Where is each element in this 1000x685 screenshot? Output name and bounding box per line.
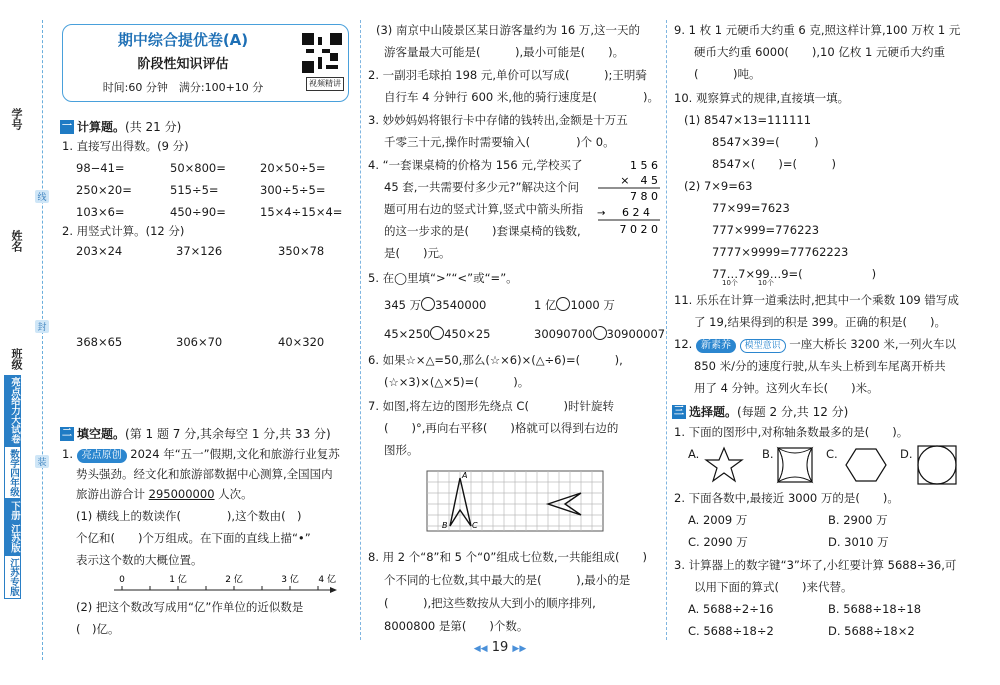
section-title: 计算题。 [77, 120, 126, 134]
binding-mark: 线 [35, 190, 49, 203]
class-label: 班级 [10, 348, 23, 370]
model-tag: 模型意识 [740, 339, 786, 353]
question-text: (3) 南京中山陵景区某日游客量约为 16 万,这一天的 [376, 23, 641, 37]
compare-left: 1 亿 [534, 298, 557, 312]
vertical-calc-item: 306×70 [176, 335, 223, 349]
question-text: 3. 妙妙妈妈将银行卡中存储的钱转出,金额是十万五 [368, 113, 628, 127]
vertical-row: × 4 5 [620, 174, 658, 187]
column-divider [666, 20, 667, 640]
question-text: 8000800 是第( )个数。 [384, 619, 529, 633]
question-text: ( )亿。 [76, 622, 120, 636]
question-text: 的这一步求的是( )套课桌椅的钱数, [384, 224, 581, 238]
question-text: 个亿和( )个万组成。在下面的直线上描“•” [76, 531, 311, 545]
binding-mark: 封 [35, 320, 49, 333]
question-text: 2. 用竖式计算。(12 分) [62, 224, 185, 238]
original-tag: 亮点原创 [77, 449, 127, 463]
option-label[interactable]: B. 2900 万 [828, 513, 888, 527]
option-label[interactable]: D. 5688÷18×2 [828, 624, 915, 638]
axis-label: 2 亿 [225, 575, 243, 585]
calc-item: 515÷5= [170, 183, 219, 197]
compare-right: 30900007 [606, 327, 666, 341]
binding-mark: 装 [35, 455, 49, 468]
question-text: 游客量最大可能是( ),最小可能是( )。 [384, 45, 625, 59]
vertical-calc-item: 37×126 [176, 244, 223, 258]
compare-circle[interactable] [593, 326, 607, 340]
question-line [674, 336, 956, 354]
question-text: (2) 把这个数改写成用“亿”作单位的近似数是 [76, 600, 304, 614]
star-shape-icon[interactable] [704, 446, 744, 484]
compare-circle[interactable] [430, 326, 444, 340]
qr-caption: 视频精讲 [306, 77, 344, 91]
prev-arrow-icon: ◀◀ [473, 644, 488, 654]
column-left [52, 0, 357, 660]
binding-margin [0, 0, 52, 685]
section-note: (每题 2 分,共 12 分) [737, 405, 849, 419]
compare-right: 1000 万 [570, 298, 615, 312]
brace-count: 10个 [757, 279, 774, 287]
section-number: 一 [62, 121, 72, 133]
question-text: 以用下面的算式( )来代替。 [694, 580, 853, 594]
question-line [62, 446, 340, 464]
question-text: 用了 4 分钟。这列火车长( )米。 [694, 381, 879, 395]
question-text: 8. 用 2 个“8”和 5 个“0”组成七位数,一共能组成( ) [368, 550, 647, 564]
pattern-line: 8547×39=( ) [712, 135, 819, 149]
question-text: 了 19,结果得到的积是 399。正确的积是( )。 [694, 315, 947, 329]
question-text: 10. 观察算式的规律,直接填一填。 [674, 91, 850, 105]
question-text: 45 套,一共需要付多少元?”解决这个问 [384, 180, 580, 194]
calc-item: 250×20= [76, 183, 132, 197]
calc-item: 50×800= [170, 161, 226, 175]
question-text: 1. 下面的图形中,对称轴条数最多的是( )。 [674, 425, 909, 439]
question-text: 3. 计算器上的数字键“3”坏了,小红要计算 5688÷36,可 [674, 558, 957, 572]
question-text: ( ),把这些数按从大到小的顺序排列, [384, 596, 596, 610]
exam-header [62, 24, 349, 102]
question-text: (☆×3)×(△×5)=( )。 [384, 375, 530, 389]
calc-item: 15×4÷15×4= [260, 205, 343, 219]
question-text: 2024 年“五一”假期,文化和旅游行业复苏 [130, 447, 340, 461]
compare-item [534, 326, 665, 344]
question-text: 图形。 [384, 443, 419, 457]
hexagon-icon[interactable] [844, 446, 888, 484]
option-label[interactable]: D. [900, 447, 913, 461]
compare-left: 45×250 [384, 327, 431, 341]
column-right [668, 0, 973, 660]
calc-item: 103×6= [76, 205, 125, 219]
option-label[interactable]: B. 5688÷18÷18 [828, 602, 922, 616]
exam-subtitle: 阶段性知识评估 [137, 57, 229, 72]
compare-left: 30090700 [534, 327, 593, 341]
option-label[interactable]: B. [762, 447, 774, 461]
series-edition: 江苏版 [4, 522, 21, 555]
point-label: B [442, 521, 448, 530]
compare-item [384, 297, 486, 315]
compare-circle[interactable] [556, 297, 570, 311]
vertical-row: 1 5 6 [630, 159, 658, 172]
pattern-line: 777×999=776223 [712, 223, 820, 237]
series-special: 江苏专版 [4, 555, 21, 599]
vertical-calc-item: 40×320 [278, 335, 325, 349]
pattern-line: (1) 8547×13=111111 [684, 113, 812, 127]
calc-item: 20×50÷5= [260, 161, 326, 175]
arrow-icon: → [597, 208, 606, 219]
page-number: 19 [491, 640, 509, 655]
calc-item: 450÷90= [170, 205, 226, 219]
compare-right: 450×25 [444, 327, 491, 341]
section-fill-header [60, 425, 331, 444]
pattern-line: 7777×9999=77762223 [712, 245, 849, 259]
question-text: 自行车 4 分钟行 600 米,他的骑行速度是( )。 [384, 90, 660, 104]
section-note: (第 1 题 7 分,其余每空 1 分,共 33 分) [125, 427, 331, 441]
question-text: 11. 乐乐在计算一道乘法时,把其中一个乘数 109 错写成 [674, 293, 959, 307]
flower-square-icon[interactable] [776, 446, 814, 484]
next-arrow-icon: ▶▶ [512, 644, 527, 654]
question-text: ( )°,再向右平移( )格就可以得到右边的 [384, 421, 619, 435]
question-text: 6. 如果☆×△=50,那么(☆×6)×(△÷6)=( ), [368, 353, 623, 367]
question-text: 4. “一套课桌椅的价格为 156 元,学校买了 [368, 158, 583, 172]
compare-circle[interactable] [421, 297, 435, 311]
question-text: 9. 1 枚 1 元硬币大约重 6 克,照这样计算,100 万枚 1 元 [674, 23, 961, 37]
section-title: 选择题。 [689, 405, 738, 419]
question-text: 人次。 [218, 487, 253, 501]
question-text: 硬币大约重 6000( ),10 亿枚 1 元硬币大约重 [694, 45, 945, 59]
compare-item [534, 297, 615, 315]
question-text: (1) 横线上的数读作( ),这个数由( ) [76, 509, 302, 523]
point-label: C [472, 521, 478, 530]
compare-right: 3540000 [435, 298, 487, 312]
question-text: 个不同的七位数,其中最大的是( ),最小的是 [384, 573, 631, 587]
vertical-calc-item: 368×65 [76, 335, 123, 349]
question-number: 1. [62, 447, 73, 461]
pattern-line: 77…7×99…9=( ) [712, 267, 877, 281]
pattern-line: 8547×( )=( ) [712, 157, 836, 171]
option-label[interactable]: A. 2009 万 [688, 513, 748, 527]
section-number: 三 [674, 406, 684, 418]
binding-line [42, 20, 43, 660]
vertical-row: 7 0 2 0 [619, 223, 658, 236]
question-text: 1. 直接写出得数。(9 分) [62, 139, 189, 153]
exam-title: 期中综合提优卷(A) [117, 31, 249, 49]
axis-label: 3 亿 [281, 575, 299, 585]
series-grade: 数学四年级 [4, 446, 21, 500]
column-middle [362, 0, 665, 660]
question-text: 是( )元。 [384, 246, 451, 260]
number-line[interactable] [92, 572, 342, 600]
column-divider [360, 20, 361, 640]
question-text: 旅游出游合计 [76, 487, 145, 501]
option-label[interactable]: C. 5688÷18÷2 [688, 624, 774, 638]
question-text: 题可用右边的竖式计算,竖式中箭头所指 [384, 202, 584, 216]
question-text: 一座大桥长 3200 米,一列火车以 [789, 337, 957, 351]
compare-item [384, 326, 490, 344]
option-label[interactable]: D. 3010 万 [828, 535, 889, 549]
option-label[interactable]: C. [826, 447, 838, 461]
question-text: 7. 如图,将左边的图形先绕点 C( )时针旋转 [368, 399, 614, 413]
underlined-number: 295000000 [148, 487, 215, 501]
section-note: (共 21 分) [125, 120, 182, 134]
student-name-label: 姓名 [10, 230, 23, 252]
student-number-label: 学号 [10, 108, 23, 130]
question-text: 势头强劲。经文化和旅游部数据中心测算,全国国内 [76, 467, 333, 481]
question-text: 2. 一副羽毛球拍 198 元,单价可以写成( );王明骑 [368, 68, 647, 82]
compare-left: 345 万 [384, 298, 422, 312]
calc-item: 300÷5÷5= [260, 183, 326, 197]
question-text: 千零三十元,操作时需要输入( )个 0。 [384, 135, 615, 149]
question-text: 850 米/分的速度行驶,从车头上桥到车尾离开桥共 [694, 359, 946, 373]
question-text: 2. 下面各数中,最接近 3000 万的是( )。 [674, 491, 899, 505]
pattern-line: (2) 7×9=63 [684, 179, 753, 193]
pattern-line: 77×99=7623 [712, 201, 790, 215]
vertical-row: 6 2 4 [622, 206, 650, 219]
question-number: 12. [674, 337, 693, 351]
section-calculation-header [60, 118, 181, 137]
page-footer [440, 640, 560, 655]
series-name: 亮点给力大试卷 [4, 375, 21, 446]
section-title: 填空题。 [77, 427, 126, 441]
axis-label: 4 亿 [318, 575, 336, 585]
calc-item: 98−41= [76, 161, 125, 175]
question-line [76, 486, 253, 504]
brace-count: 10个 [722, 279, 738, 287]
vertical-calc-item: 203×24 [76, 244, 123, 258]
axis-label: 0 [119, 575, 125, 585]
question-text: 表示这个数的大概位置。 [76, 553, 203, 567]
vertical-calc-item: 350×78 [278, 244, 325, 258]
section-choice-header [672, 403, 848, 422]
new-literacy-tag: 新素养 [696, 339, 736, 353]
brace-caption [722, 280, 774, 287]
option-label[interactable]: A. [688, 447, 700, 461]
point-label: A [462, 471, 468, 480]
section-number: 二 [62, 428, 72, 440]
series-term: 下册 [4, 499, 21, 522]
circle-in-square-icon[interactable] [916, 444, 958, 486]
exam-time-score: 时间:60 分钟 满分:100+10 分 [102, 81, 264, 94]
series-label [4, 375, 21, 665]
option-label[interactable]: C. 2090 万 [688, 535, 748, 549]
question-text: ( )吨。 [694, 67, 761, 81]
rotation-grid-figure [426, 470, 606, 534]
vertical-multiplication [594, 158, 664, 240]
vertical-row: 7 8 0 [630, 190, 658, 203]
question-text: 5. 在◯里填“>”“<”或“=”。 [368, 271, 518, 285]
qr-code-icon[interactable] [302, 33, 342, 73]
option-label[interactable]: A. 5688÷2÷16 [688, 602, 774, 616]
axis-label: 1 亿 [169, 575, 187, 585]
